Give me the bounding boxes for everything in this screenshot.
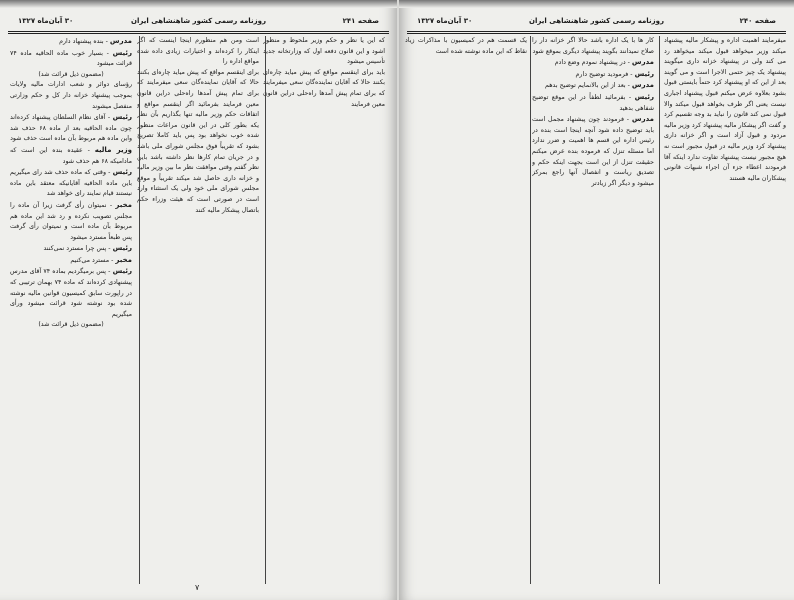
paragraph: رئیس - فرمودید توضیح دارم [575, 69, 654, 78]
paragraph-text: که این یا نظر و حکم وزیر ملحوظ و منظور اشود و این قانون دفعه اول که وزارتخانه جدید تأسیس میشود [263, 37, 385, 66]
newspaper-title: روزنامه رسمی کشور شاهنشاهی ایران [529, 17, 664, 25]
paragraph: رئیس - آقای نظام السلطان پیشنهاد کرده‌اند چون ماده الحاقیه بعد از ماده ۶۸ حذف شد واین ماده هم مربوط بآن ماده است حذف شود [10, 113, 132, 143]
text-column [405, 36, 527, 584]
speaker-name: مدرس [631, 115, 654, 124]
paragraph: رئیس - پس چرا مسترد نمی‌کنند [43, 244, 132, 253]
paragraph [263, 36, 385, 68]
paragraph: مدرس - بنده پیشنهاد دارم [59, 37, 132, 45]
paragraph: (مضمون ذیل قرائت شد) [38, 321, 104, 329]
text-column [532, 36, 654, 584]
page-header [407, 14, 786, 28]
paragraph-text: باید برای اینقسم مواقع که پیش میاید چاره‌ای بکنند حالا که آقایان نماینده‌گان سعی میفرمایند که برای تمام پیش آمدها راه‌حلی دراین قانون معین فرمایند [263, 68, 385, 108]
paragraph [405, 36, 527, 57]
paragraph: رئیس - بسیار خوب ماده الحاقیه ماده ۷۴ قرائت میشود [10, 48, 132, 68]
text-column [664, 36, 786, 584]
paragraph [137, 36, 259, 68]
paragraph-text: فرمودید توضیح دارم [575, 70, 629, 78]
paragraph [263, 68, 385, 110]
paragraph: مدرس - بعد از این بالانمایم توضیح بدهم [545, 81, 654, 90]
speaker-name: رئیس [634, 92, 654, 101]
paragraph [664, 36, 786, 184]
paragraph-text: میفرمایند اهمیت اداره و پیشکار مالیه پیشنهاد میکند وزیر میخواهد قبول میکند میخواهد رد می کند ولی در پیشنهاد خزانه داری میگویند پیشنهاد یک چیز حتمی الاجرا است و می گویند بعد از این که او پیشنهاد کرد حتماً بایستی قبول بشود بعلاوه عرض میکنم قبول پیشنهاد اجباری نیست یعنی اگر طرف بخواهد قبول میکند والا قبول نمی کند قانون را نباید بد وجه تقسیم کرد و گفت اگر پیشکار مالیه پیشنهاد کرد وزیر مالیه مردود و قبول آزاد است و اگر خزانه داری پیشنهاد کرد وزیر مالیه در قبول مجبور است نه هیچ مجبور نیست پیشنهاد تفاوت ندارد اینکه آقا فرمودند اعطاء جزء آن اجراء شبهات قانونی پیشکاران مالیه هستند [664, 37, 786, 182]
speaker-name: وزیر مالیه [94, 145, 132, 154]
paragraph-text: یک قسمت هم در کمیسیون با مذاکرات زیاد نقاط که این ماده نوشته شده است [405, 37, 527, 55]
header-rule [407, 31, 786, 34]
paragraph: مخبر - مسترد می‌کنیم [70, 255, 132, 264]
scan-shadow [0, 0, 397, 8]
paragraph-text: بنده پیشنهاد دارم [59, 38, 104, 45]
issue-date: ۳۰ آبان‌ماه ۱۳۲۷ [18, 17, 74, 25]
page-header [8, 14, 389, 28]
paragraph: مدرس - فرمودند چون پیشنهاد مجمل است باید توضیح داده شود آنچه اینجا است بنده در رئیس اداره این قسم ها اهمیت و ضرر ندارد اما مسئله تنزل که فرموده بنده عرض میکنم حقیقت تنزل از این است بجهت اینکه حکم و تصدیق ریاست و انفصال آنها راجع بمرکز میشود و دیگر اگر زیادتر [532, 115, 654, 187]
speaker-name: مدرس [631, 81, 654, 90]
text-column [10, 36, 132, 584]
speaker-name: رئیس [112, 168, 132, 177]
text-column [137, 36, 259, 584]
paragraph: مخبر - نمیتوان رأی گرفت زیرا آن ماده را مجلس تصویب نکرده و رد شد این ماده هم مربوط بآن ماده است و نمیتوان رأی گرفت پس طبعاً مسترد میشود [10, 200, 132, 241]
paragraph-text: وقتی که ماده حذف شد رای میگیریم باین ماده الحاقیه آقایانیکه معتقد باین ماده نیستند قیام نمایند رای خواهد شد [10, 169, 132, 198]
paragraph: وزیر مالیه - عقیده بنده این است که مادامیکه ۶۸ هم حذف شود [10, 145, 132, 165]
paragraph-text: نمیتوان رأی گرفت زیرا آن ماده را مجلس تصویب نکرده و رد شد این ماده هم مربوط بآن ماده است و نمیتوان رأی گرفت پس طبعاً مسترد میشود [10, 201, 132, 241]
paragraph-text: مسترد می‌کنیم [70, 256, 110, 264]
page-number: صفحه ۲۴۰ [739, 17, 776, 25]
paragraph [532, 36, 654, 57]
paragraph-text: عقیده بنده این است که مادامیکه ۶۸ هم حذف شود [10, 146, 132, 165]
speaker-name: رئیس [634, 69, 654, 78]
paragraph-text: است ومن هم منظورم اینجا اینست که اگر اینکار را کرده‌اند و اختیارات زیادی داده شده مواقع اداره را [137, 37, 259, 66]
newspaper-title: روزنامه رسمی کشور شاهنشاهی ایران [131, 17, 266, 25]
paragraph-text: کار ها با یک اداره باشد حالا اگر خزانه دار را صلاح نمیدانند بگویند پیشنهاد دیگری بموقع شود [532, 37, 654, 55]
speaker-name: مخبر [115, 200, 132, 209]
paragraph-text: بعد از این بالانمایم توضیح بدهم [545, 82, 626, 90]
paragraph-text: پس برمیگردیم بماده ۷۴ آقای مدرس پیشنهادی کرده‌اند که ماده ۷۴ بهمان ترتیبی که در راپورت سابق کمیسیون قوانین مالیه نوشته شده بود نوشته شود قرائت میشود ورأی میگیریم [10, 268, 132, 318]
paragraph: رئیس - وقتی که ماده حذف شد رای میگیریم باین ماده الحاقیه آقایانیکه معتقد باین ماده نیستند قیام نمایند رای خواهد شد [10, 168, 132, 198]
paragraph: رئیس - بفرمائید لطفاً در این موقع توضیح شفاهی بدهید [532, 92, 654, 112]
right-page [399, 0, 794, 600]
folio-number: ۷ [195, 583, 200, 592]
column-divider [659, 36, 660, 584]
paragraph-text: برای اینقسم مواقع که پیش میاید چاره‌ای بکنند حالا که آقایان نماینده‌گان سعی میفرمایند که برای تمام پیش آمدها راه‌حلی دراین قانون معین فرمایند بفرمائید اگر اینقسم مواقع و اتفاقات حکم وزیر مالیه تنها بگذاریم بآن نظر یکه بطور کلی در این قانون مراعات منظور شده خوب نخواهد بود پس باید کاملا تصریح بشود که تقریباً فوق مجلس شورای ملی باشد و در جریان تمام کارها نظر داشته باشد باین نظر گفتم وقتی موافقت نظر ما بین وزیر مالیه و خزانه داری حاصل شد میکند تقریباً و موقع مجلس شورای ملی خود ولی یک استثناء وارد است در صورتی است که هیئت وزراء حکم باتصال پیشکار مالیه کنند [137, 68, 259, 214]
paragraph-text: بفرمائید لطفاً در این موقع توضیح شفاهی بدهید [532, 93, 654, 112]
text-column [263, 36, 385, 584]
paragraph [10, 80, 132, 112]
speaker-name: رئیس [112, 48, 132, 57]
issue-date: ۳۰ آبان‌ماه ۱۳۲۷ [417, 17, 473, 25]
speaker-name: مخبر [115, 255, 132, 264]
speaker-name: رئیس [112, 244, 132, 253]
paragraph: رئیس - پس برمیگردیم بماده ۷۴ آقای مدرس پیشنهادی کرده‌اند که ماده ۷۴ بهمان ترتیبی که در راپورت سابق کمیسیون قوانین مالیه نوشته شده بود نوشته شود قرائت میشود ورأی میگیریم [10, 267, 132, 318]
speaker-name: رئیس [112, 267, 132, 276]
column-divider [265, 36, 266, 584]
header-rule [8, 31, 389, 34]
column-divider [139, 36, 140, 584]
scan-shadow [399, 0, 794, 8]
paragraph-text: فرمودند چون پیشنهاد مجمل است باید توضیح داده شود آنچه اینجا است بنده در رئیس اداره این قسم ها اهمیت و ضرر ندارد اما مسئله تنزل که فرموده بنده عرض میکنم حقیقت تنزل از این است بجهت اینکه حکم و تصدیق ریاست و انفصال آنها راجع بمرکز میشود و دیگر اگر زیادتر [532, 116, 654, 187]
paragraph-text: بسیار خوب ماده الحاقیه ماده ۷۴ قرائت میشود [10, 49, 132, 68]
paragraph: مدرس - در پیشنهاد نمودم وضع دادم [554, 58, 654, 67]
paragraph-text: رؤسای دوائر و شعب ادارات مالیه ولایات بموجب پیشنهاد خزانه دار کل و حکم وزارتی منفصل میشوند [10, 81, 132, 110]
paragraph: (مضمون ذیل قرائت شد) [38, 70, 104, 78]
page-number: صفحه ۲۴۱ [342, 17, 379, 25]
paragraph-text: پس چرا مسترد نمی‌کنند [43, 245, 107, 253]
speaker-name: مدرس [109, 37, 132, 45]
column-divider [530, 36, 531, 584]
speaker-name: رئیس [112, 113, 132, 122]
speaker-name: مدرس [631, 58, 654, 67]
paragraph-text: آقای نظام السلطان پیشنهاد کرده‌اند چون ماده الحاقیه بعد از ماده ۶۸ حذف شد واین ماده هم مربوط بآن ماده است حذف شود [10, 114, 132, 143]
paragraph-text: در پیشنهاد نمودم وضع دادم [554, 59, 626, 67]
paragraph [137, 68, 259, 216]
